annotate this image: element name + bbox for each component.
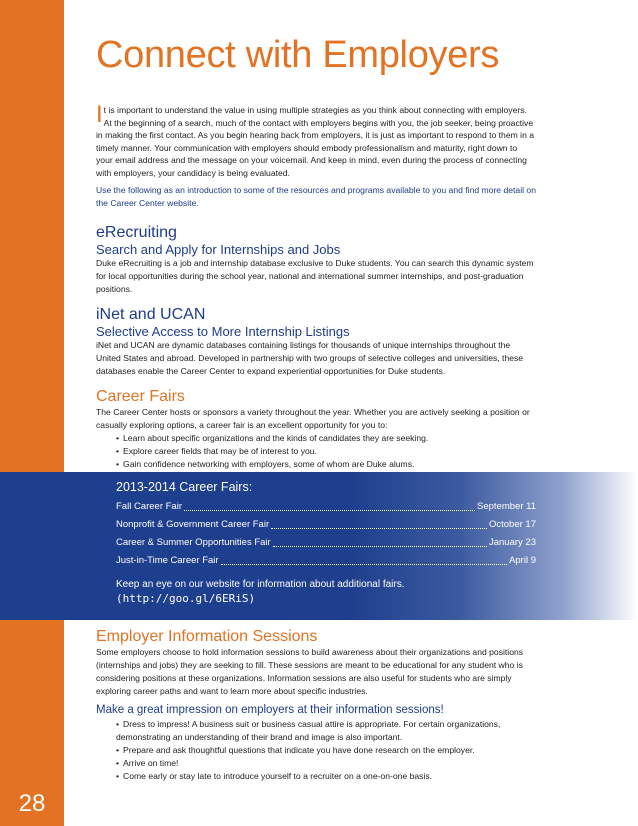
- fair-name: Nonprofit & Government Career Fair: [116, 519, 270, 530]
- career-fairs-bullets: [96, 432, 536, 471]
- fair-row: [116, 498, 536, 516]
- erecruiting-subtitle: Search and Apply for Internships and Jobs: [96, 242, 341, 257]
- list-item: • Come early or stay late to introduce yourself to a recruiter on a one-on-one basis.: [116, 770, 536, 783]
- info-sessions-section: [96, 628, 536, 783]
- lead-paragraph: Use the following as an introduction to some of the resources and programs available to you and find more detail on the Career Center website.: [96, 185, 536, 208]
- career-fairs-body: The Career Center hosts or sponsors a variety throughout the year. Whether you are actively seeking a position or casually exploring options, a career fair is an excellent opportunity for you to:: [96, 407, 530, 430]
- inet-subtitle: Selective Access to More Internship Listings: [96, 324, 350, 339]
- list-item: • Arrive on time!: [116, 757, 536, 770]
- erecruiting-body: Duke eRecruiting is a job and internship database exclusive to Duke students. You can search this dynamic system for local opportunities during the school year, national and international summer internships, and post-graduation positions.: [96, 258, 534, 294]
- fair-date: April 9: [509, 555, 536, 566]
- career-fairs-section: [96, 388, 536, 471]
- fair-date: September 11: [477, 501, 536, 512]
- impression-title: Make a great impression on employers at their information sessions!: [96, 704, 444, 716]
- dot-leader: [184, 498, 475, 511]
- page-number: 28: [18, 790, 46, 817]
- intro-text: t is important to understand the value in using multiple strategies as you think about connecting with employers. At the beginning of a search, much of the contact with employers begins with you, the job seeker, being proactive in making the first contact. As you begin hearing back from employers, it is just as important to respond to them in a timely manner. Your communication with employers should embody professionalism and maturity, right down to your email address and the message on your voicemail. And keep in mind, even during the process of connecting with employers, your candidacy is being evaluated.: [96, 105, 535, 178]
- erecruiting-title: eRecruiting: [96, 224, 177, 241]
- fair-date: January 23: [488, 537, 536, 548]
- career-fairs-box: [116, 480, 536, 605]
- info-sessions-title: Employer Information Sessions: [96, 628, 318, 645]
- fairs-box-title: 2013-2014 Career Fairs:: [116, 480, 253, 494]
- info-sessions-body: Some employers choose to hold information sessions to build awareness about their organizations and positions (internships and jobs) they are seeking to fill. These sessions are meant to be educational for any student who is considering positions at these organizations. Information sessions are also useful for students who are simply exploring career paths and want to learn more about specific industries.: [96, 647, 524, 696]
- fair-name: Just-in-Time Career Fair: [116, 555, 219, 566]
- orange-sidebar: [0, 0, 64, 826]
- list-item: • Prepare and ask thoughtful questions that indicate you have done research on the employer.: [116, 744, 536, 757]
- list-item: • Dress to impress! A business suit or business casual attire is appropriate. For certain organizations, demonstrating an understanding of their brand and image is also important.: [116, 718, 536, 744]
- list-item: • Learn about specific organizations and the kinds of candidates they are seeking.: [116, 432, 536, 445]
- dot-leader: [221, 552, 507, 565]
- list-item: • Explore career fields that may be of interest to you.: [116, 445, 536, 458]
- inet-body: iNet and UCAN are dynamic databases containing listings for thousands of unique internships throughout the United States and abroad. Developed in partnership with two groups of selective colleges and universities, these databases enable the Career Center to expand experiential opportunities for Duke students.: [96, 340, 524, 376]
- fairs-note: Keep an eye on our website for information about additional fairs.: [116, 579, 405, 590]
- impression-bullets: [96, 718, 536, 783]
- fairs-url-link[interactable]: (http://goo.gl/6ERiS): [116, 592, 256, 605]
- inet-section: [96, 306, 536, 378]
- page-title: Connect with Employers: [96, 34, 500, 76]
- fair-date: October 17: [489, 519, 536, 530]
- intro-paragraph: [96, 101, 536, 180]
- erecruiting-section: [96, 224, 536, 296]
- career-fairs-title: Career Fairs: [96, 388, 185, 405]
- dot-leader: [271, 516, 487, 529]
- dot-leader: [273, 534, 487, 547]
- fair-row: [116, 516, 536, 534]
- list-item: • Gain confidence networking with employers, some of whom are Duke alums.: [116, 458, 536, 471]
- inet-title: iNet and UCAN: [96, 306, 206, 323]
- fair-row: [116, 534, 536, 552]
- fair-row: [116, 552, 536, 570]
- fair-name: Career & Summer Opportunities Fair: [116, 537, 271, 548]
- drop-cap: I: [96, 101, 103, 128]
- fair-name: Fall Career Fair: [116, 501, 182, 512]
